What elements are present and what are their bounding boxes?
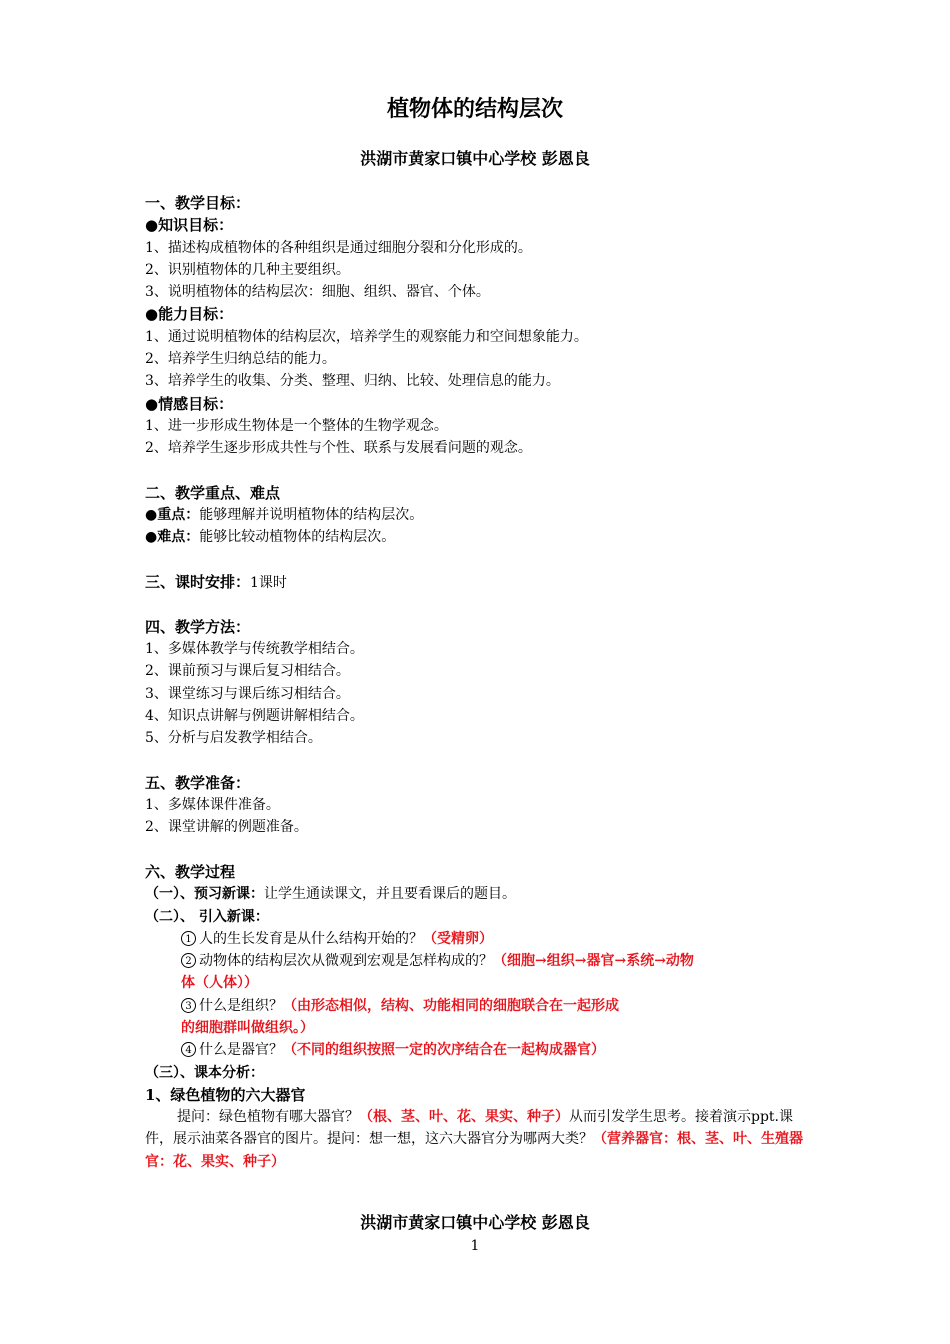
list-item: 3、课堂练习与课后练习相结合。 <box>145 685 350 702</box>
intro-label: （二）、 引入新课： <box>145 908 269 925</box>
schedule-line <box>145 571 815 593</box>
paragraph-answer: （营养器官：根、茎、叶、生殖器官：花、果实、种子） <box>145 1131 803 1170</box>
question-1 <box>145 928 815 950</box>
list-item: 1、进一步形成生物体是一个整体的生物学观念。 <box>145 417 448 434</box>
ability-goals-label: ●能力目标： <box>145 305 234 324</box>
question-answer: （由形态相似，结构、功能相同的细胞联合在一起形成 <box>283 997 619 1014</box>
question-text: 什么是器官？ <box>199 1042 283 1059</box>
question-2-cont <box>145 972 815 994</box>
section-heading-keypoints: 二、教学重点、难点 <box>145 483 281 502</box>
paragraph-answer: （根、茎、叶、花、果实、种子） <box>359 1109 569 1126</box>
circled-number: 2 <box>181 953 196 968</box>
list-item: 5、分析与启发教学相结合。 <box>145 730 322 747</box>
key-point-text: 能够理解并说明植物体的结构层次。 <box>199 507 424 524</box>
question-answer: （受精卵） <box>423 930 493 947</box>
emotion-goals-label: ●情感目标： <box>145 394 234 413</box>
list-item: 2、培养学生逐步形成共性与个性、联系与发展看问题的观念。 <box>145 440 532 457</box>
list-item: 2、课前预习与课后复习相结合。 <box>145 663 350 680</box>
question-answer-cont: 的细胞群叫做组织。） <box>181 1019 314 1036</box>
list-item: 1、多媒体教学与传统教学相结合。 <box>145 640 364 657</box>
list-item: 3、说明植物体的结构层次：细胞、组织、器官、个体。 <box>145 284 490 301</box>
difficulty-label: ●难点： <box>145 529 200 546</box>
preview-line <box>145 883 815 905</box>
list-item: 2、课堂讲解的例题准备。 <box>145 819 308 836</box>
list-item: 1、多媒体课件准备。 <box>145 797 280 814</box>
question-answer-cont: 体（人体）） <box>181 975 258 992</box>
key-point-line <box>145 504 815 526</box>
key-point-label: ●重点： <box>145 507 200 524</box>
question-3-cont <box>145 1017 815 1039</box>
list-item: 2、识别植物体的几种主要组织。 <box>145 261 350 278</box>
list-item: 1、通过说明植物体的结构层次，培养学生的观察能力和空间想象能力。 <box>145 328 588 345</box>
organs-paragraph <box>145 1106 815 1173</box>
preview-label: （一）、预习新课： <box>145 886 264 903</box>
preview-text: 让学生通读课文，并且要看课后的题目。 <box>264 886 516 903</box>
question-4 <box>145 1039 815 1061</box>
section-heading-goals: 一、教学目标： <box>145 194 251 212</box>
circled-number: 3 <box>181 998 196 1013</box>
knowledge-goals-label: ●知识目标： <box>145 216 234 235</box>
circled-number: 1 <box>181 931 196 946</box>
document-body <box>145 192 815 1173</box>
list-item: 1、描述构成植物体的各种组织是通过细胞分裂和分化形成的。 <box>145 239 532 256</box>
difficulty-text: 能够比较动植物体的结构层次。 <box>199 529 396 546</box>
section-heading-preparation: 五、教学准备： <box>145 773 251 792</box>
circled-number: 4 <box>181 1042 196 1057</box>
author-line: 洪湖市黄家口镇中心学校 彭恩良 <box>360 149 590 168</box>
schedule-text: 1课时 <box>250 575 287 592</box>
page-title: 植物体的结构层次 <box>386 96 563 122</box>
question-3 <box>145 995 815 1017</box>
question-text: 人的生长发育是从什么结构开始的？ <box>199 930 423 947</box>
question-answer: （不同的组织按照一定的次序结合在一起构成器官） <box>283 1042 605 1059</box>
list-item: 3、培养学生的收集、分类、整理、归纳、比较、处理信息的能力。 <box>145 373 560 390</box>
question-2 <box>145 950 815 972</box>
paragraph-text: 从而引发学生思考。接着演示ppt.课件，展示油菜各器官的图片。提问：想一想，这六大器官分为哪两大类？ <box>145 1109 793 1148</box>
list-item: 2、培养学生归纳总结的能力。 <box>145 351 336 368</box>
footer-author: 洪湖市黄家口镇中心学校 彭恩良 <box>360 1213 590 1232</box>
analysis-label: （三）、课本分析： <box>145 1064 264 1081</box>
difficulty-line <box>145 526 815 548</box>
section-heading-methods: 四、教学方法： <box>145 617 251 636</box>
list-item: 4、知识点讲解与例题讲解相结合。 <box>145 707 364 724</box>
subheading-organs: 1、绿色植物的六大器官 <box>145 1085 306 1104</box>
question-answer: （细胞→组织→器官→系统→动物 <box>493 953 694 970</box>
section-heading-schedule: 三、课时安排： <box>145 573 251 592</box>
question-text: 什么是组织？ <box>199 997 283 1014</box>
page-number: 1 <box>470 1238 480 1254</box>
paragraph-text: 提问：绿色植物有哪大器官？ <box>177 1109 359 1126</box>
section-heading-process: 六、教学过程 <box>145 862 236 881</box>
question-text: 动物体的结构层次从微观到宏观是怎样构成的？ <box>199 953 493 970</box>
